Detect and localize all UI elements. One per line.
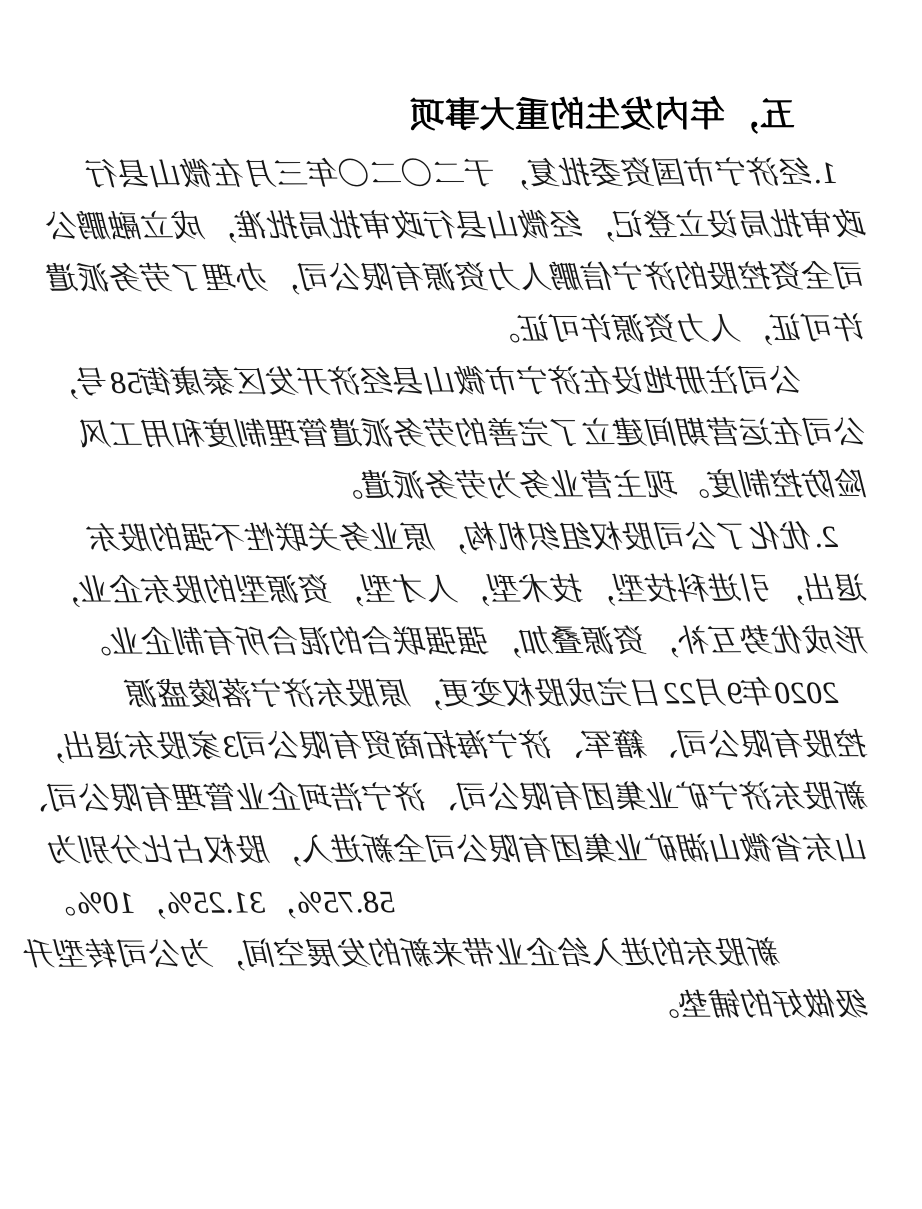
mirrored-sheet: [18, 87, 870, 1033]
body-line: 司全资控股的济宁信鹏人力资源有限公司，办理了劳务派遣: [48, 258, 868, 297]
document-body: [18, 147, 870, 1033]
body-line: 级做好的铺垫。: [648, 986, 870, 1023]
body-line: 2020年9月22日完成股权变更，原股东济宁落陵盛源: [127, 674, 839, 712]
body-line: 公司注册地设在济宁市微山县经济开发区泰康街58号，: [46, 363, 804, 401]
document-title: 五，年内发生的重大事项: [409, 95, 795, 136]
body-line: 险防控制度。现主营业务为劳务派遣。: [332, 466, 868, 504]
body-line: 新股东的进入给企业带来新的发展空间，为公司转型升: [24, 935, 782, 973]
body-line: 新股东济宁矿业集团有限公司、济宁浩珂企业管理有限公司、: [18, 778, 869, 817]
body-line: 退出，引进科技型，技术型，人才型，资源型的股东企业，: [49, 570, 869, 609]
body-line: 58.75%，31.25%，10%。: [44, 884, 395, 921]
body-line: 形成优势互补，资源叠加，强强联合的混合所有制企业。: [80, 622, 869, 660]
body-line: 1.经济宁市国资委批复，于二〇二〇年三月在微山县行: [88, 155, 838, 192]
body-line: 山东省微山湖矿业集团有限公司全新进入，股权占比分别为: [49, 830, 869, 869]
body-line: 政审批局设立登记，经微山县行政审批局批准，成立融鹏公: [48, 206, 868, 245]
body-line: 2.优化了公司股权组织机构，原业务关联性不强的股东: [89, 519, 838, 556]
body-line: 许可证，人力资源许可证。: [489, 310, 868, 347]
body-line: 公司在运营期间建立了完善的劳务派遣管理制度和用工风: [80, 414, 868, 452]
body-line: 控股有限公司、籍军、济宁海拓商贸有限公司3家股东退出，: [33, 726, 869, 765]
